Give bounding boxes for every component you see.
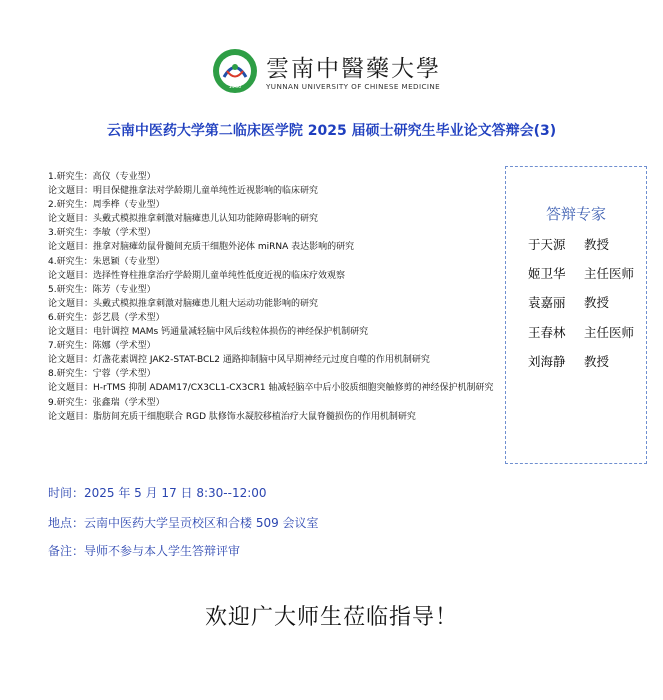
thesis-6: 论文题目：电针调控 MAMs 钙通量减轻脑中风后线粒体损伤的神经保护机制研究 [48, 327, 369, 338]
expert-name: 于天源 [528, 237, 566, 252]
student-1: 1.研究生：高仪（专业型） [48, 172, 156, 182]
university-logo [212, 48, 442, 98]
expert-name: 刘海静 [528, 353, 566, 369]
student-9: 9.研究生：张鑫瑞（学术型） [48, 397, 165, 408]
thesis-7: 论文题目：灯盏花素调控 JAK2-STAT-BCL2 通路抑制脑中风早期神经元过度自噬的作用机制研究 [48, 355, 430, 366]
page-title: 云南中医药大学第二临床医学院 2025 届硕士研究生毕业论文答辩会(3) [106, 123, 557, 139]
expert-panel-title: 答辩专家 [545, 205, 606, 223]
defense-location: 地点：云南中医药大学呈贡校区和合楼 509 会议室 [48, 516, 319, 530]
student-4: 4.研究生：朱恩颖（专业型） [48, 256, 165, 267]
student-2: 2.研究生：周季桦（专业型） [48, 200, 165, 211]
student-6: 6.研究生：彭艺晨（学术型） [48, 312, 165, 323]
expert-role: 主任医师 [583, 324, 634, 340]
expert-name: 姬卫华 [528, 266, 566, 282]
thesis-8: 论文题目：H-rTMS 抑制 ADAM17/CX3CL1-CX3CR1 轴减轻脑卒中后小胶质细胞突触修剪的神经保护机制研究 [48, 383, 494, 394]
expert-row [528, 293, 634, 322]
thesis-9: 论文题目：脂肪间充质干细胞联合 RGD 肽修饰水凝胶移植治疗大鼠脊髓损伤的作用机制研究 [48, 411, 416, 422]
thesis-5: 论文题目：头戴式模拟推拿刺激对脑瘫患儿粗大运动功能影响的研究 [48, 298, 319, 309]
student-7: 7.研究生：陈娜（学术型） [48, 341, 156, 352]
university-name-cn: 雲南中醫藥大學 [266, 56, 441, 82]
expert-role: 教授 [583, 295, 609, 311]
expert-row [528, 323, 634, 352]
thesis-1: 论文题目：明目保健推拿法对学龄期儿童单纯性近视影响的临床研究 [48, 186, 319, 197]
expert-name: 王春林 [528, 324, 566, 340]
thesis-4: 论文题目：选择性脊柱推拿治疗学龄期儿童单纯性低度近视的临床疗效观察 [48, 270, 346, 281]
thesis-3: 论文题目：推拿对脑瘫幼鼠骨髓间充质干细胞外泌体 miRNA 表达影响的研究 [48, 242, 355, 253]
expert-name: 袁嘉丽 [528, 295, 566, 311]
defense-note: 备注：导师不参与本人学生答辩评审 [48, 544, 241, 558]
student-8: 8.研究生：宁蓉（学术型） [48, 369, 156, 380]
thesis-2: 论文题目：头戴式模拟推拿刺激对脑瘫患儿认知功能障碍影响的研究 [48, 214, 319, 225]
expert-role: 主任医师 [583, 266, 634, 282]
expert-row [528, 264, 634, 293]
university-emblem-icon [212, 48, 258, 94]
expert-role: 教授 [583, 353, 609, 369]
university-name-en: YUNNAN UNIVERSITY OF CHINESE MEDICINE [266, 82, 441, 91]
student-3: 3.研究生：李敏（学术型） [48, 228, 156, 239]
expert-role: 教授 [583, 237, 609, 252]
expert-panel [505, 166, 647, 464]
welcome-message: 欢迎广大师生莅临指导！ [204, 605, 458, 630]
expert-row [528, 235, 634, 264]
expert-row [528, 352, 634, 381]
defense-time: 时间：2025 年 5 月 17 日 8:30--12:00 [48, 486, 267, 500]
student-list [48, 170, 508, 424]
expert-list [528, 235, 634, 381]
emblem-year: 1960 [228, 84, 242, 90]
student-5: 5.研究生：陈芳（专业型） [48, 284, 156, 295]
